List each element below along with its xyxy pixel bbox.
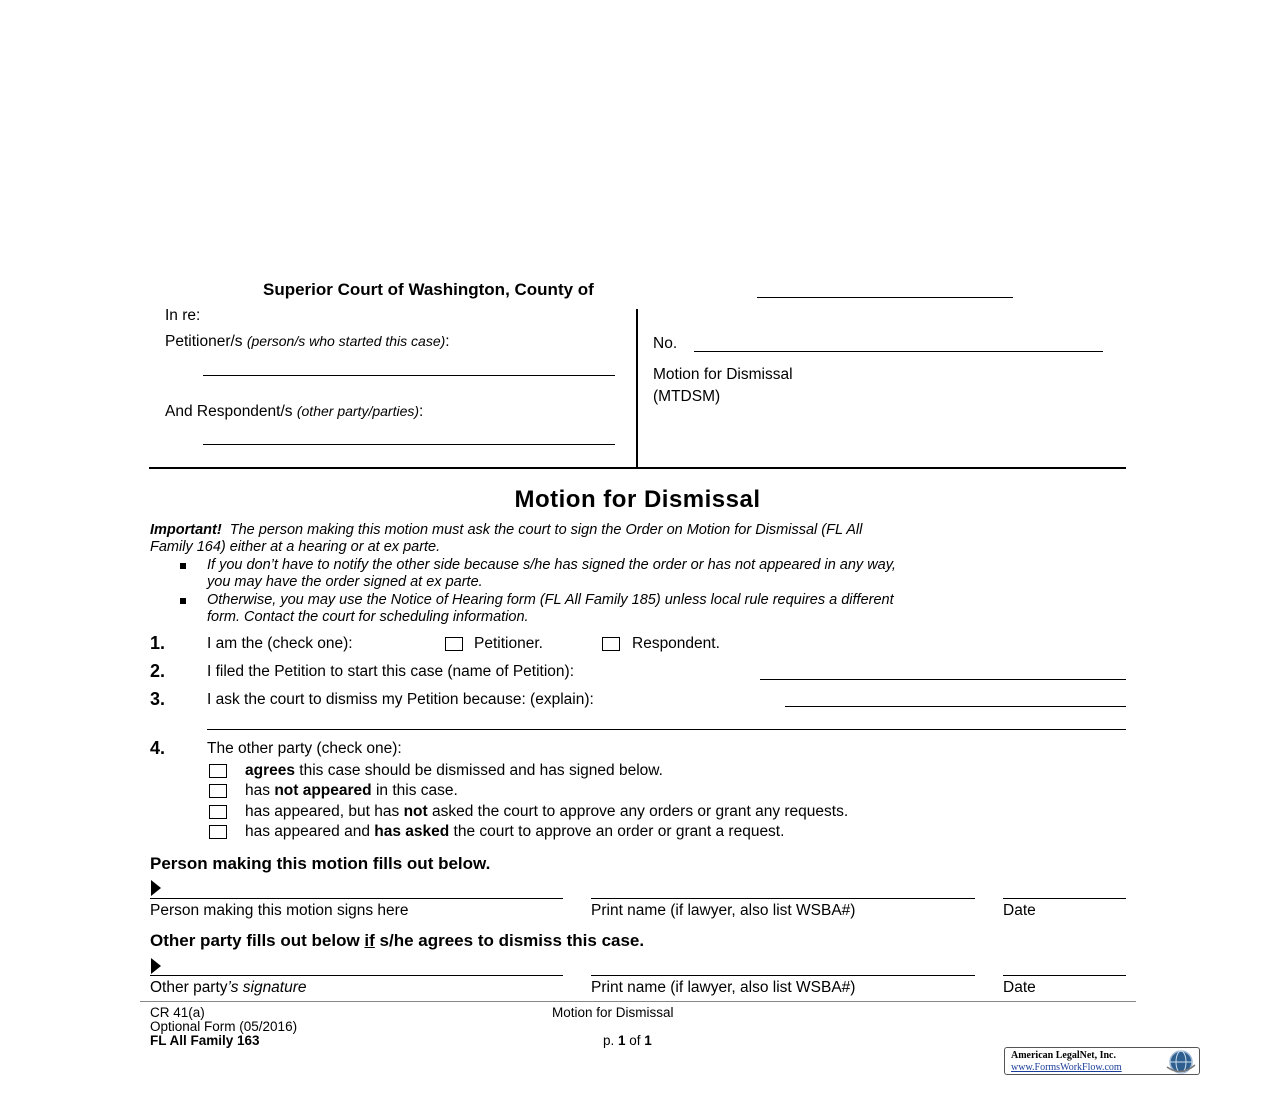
mover-date-field[interactable] (1003, 898, 1126, 899)
brand-url[interactable]: www.FormsWorkFlow.com (1011, 1062, 1122, 1073)
petitioner-label (165, 333, 450, 351)
important-text-line2: Family 164) either at a hearing or at ex parte. (150, 539, 441, 555)
important-line1 (150, 522, 862, 538)
court-header-label: Superior Court of Washington, County of (263, 280, 594, 299)
footer-optional-form: Optional Form (05/2016) (150, 1019, 298, 1034)
other-heading-if: if (364, 931, 375, 950)
important-label: Important! (150, 522, 222, 538)
respondent-label (165, 403, 423, 421)
option-appeared-asked-pre: has appeared and (245, 823, 375, 840)
option-agrees-rest: this case should be dismissed and has signed below. (294, 762, 663, 779)
mover-signature-field[interactable] (150, 898, 563, 899)
petitioner-colon: : (445, 333, 450, 350)
option-appeared-asked-rest: the court to approve an order or grant a request. (449, 823, 785, 840)
option-not-appeared-pre: has (245, 782, 275, 799)
item-2-text: I filed the Petition to start this case (name of Petition): (207, 663, 575, 680)
petitioner-option-label: Petitioner. (474, 635, 543, 652)
doc-title-line2: (MTDSM) (653, 388, 721, 405)
case-number-label: No. (653, 335, 678, 352)
mover-heading: Person making this motion fills out below. (150, 854, 491, 873)
other-sign-label-pre: Other party (150, 979, 228, 996)
page-pre: p. (603, 1033, 619, 1048)
option-agrees-label (245, 762, 663, 780)
footer-rule-ref: CR 41(a) (150, 1005, 205, 1020)
other-heading-pre: Other party fills out below (150, 931, 365, 950)
respondent-checkbox[interactable] (602, 637, 620, 651)
other-print-name-label: Print name (if lawyer, also list WSBA#) (591, 979, 856, 996)
bullet-1-line1: If you don’t have to notify the other side because s/he has signed the order or has not appeared in any way, (207, 557, 896, 573)
option-appeared-not-asked-rest: asked the court to approve any orders or grant any requests. (427, 803, 849, 820)
other-sign-label (150, 979, 307, 997)
option-not-appeared-bold: not appeared (274, 782, 372, 799)
footer-center-title: Motion for Dismissal (552, 1005, 674, 1020)
sign-here-arrow-icon (151, 880, 161, 896)
respondent-label-text: And Respondent/s (165, 403, 293, 420)
county-field[interactable] (757, 297, 1013, 298)
footer-rule (140, 1001, 1136, 1002)
other-heading-post: s/he agrees to dismiss this case. (374, 931, 645, 950)
bullet-2-line1: Otherwise, you may use the Notice of Hearing form (FL All Family 185) unless local rule requires a different (207, 592, 894, 608)
sign-here-arrow-icon (151, 958, 161, 974)
mover-sign-label: Person making this motion signs here (150, 902, 409, 919)
mover-print-name-label: Print name (if lawyer, also list WSBA#) (591, 902, 856, 919)
page-of: of (625, 1033, 645, 1048)
case-number-field[interactable] (694, 351, 1103, 352)
agrees-checkbox[interactable] (209, 764, 227, 778)
caption-vertical-divider (636, 309, 638, 469)
item-1-text: I am the (check one): (207, 635, 353, 652)
not-appeared-checkbox[interactable] (209, 784, 227, 798)
dismiss-reason-field[interactable] (785, 706, 1126, 707)
footer-form-id: FL All Family 163 (150, 1033, 260, 1048)
item-1-number: 1. (150, 633, 166, 653)
important-text-line1: The person making this motion must ask the court to sign the Order on Motion for Dismissal (FL All (229, 522, 863, 538)
petitioner-checkbox[interactable] (445, 637, 463, 651)
respondent-note: (other party/parties) (296, 403, 420, 419)
option-appeared-asked-label (245, 823, 784, 841)
brand-globe-icon (1163, 1049, 1199, 1075)
petitioner-label-text: Petitioner/s (165, 333, 243, 350)
mover-print-name-field[interactable] (591, 898, 975, 899)
item-4-text: The other party (check one): (207, 740, 402, 757)
option-not-appeared-label (245, 782, 458, 800)
bullet-icon (180, 598, 186, 604)
respondent-name-field[interactable] (203, 444, 615, 445)
court-header (263, 280, 594, 300)
option-agrees-bold: agrees (245, 762, 295, 779)
other-signature-field[interactable] (150, 975, 563, 976)
petitioner-note: (person/s who started this case) (246, 333, 446, 349)
caption-bottom-rule (149, 467, 1126, 469)
appeared-not-asked-checkbox[interactable] (209, 805, 227, 819)
petitioner-name-field[interactable] (203, 375, 615, 376)
option-appeared-not-asked-pre: has appeared, but has (245, 803, 404, 820)
other-date-field[interactable] (1003, 975, 1126, 976)
item-3-text: I ask the court to dismiss my Petition because: (explain): (207, 691, 594, 708)
page-num: 1 (618, 1033, 626, 1048)
brand-badge[interactable] (1004, 1047, 1200, 1075)
mover-date-label: Date (1003, 902, 1036, 919)
dismiss-reason-field-line2[interactable] (207, 729, 1126, 730)
respondent-option-label: Respondent. (632, 635, 720, 652)
item-4-number: 4. (150, 738, 166, 758)
bullet-1-line2: you may have the order signed at ex parte. (207, 574, 483, 590)
footer-page-number (603, 1033, 652, 1048)
option-appeared-not-asked-bold: not (403, 803, 428, 820)
doc-title-line1: Motion for Dismissal (653, 366, 793, 383)
brand-name: American LegalNet, Inc. (1011, 1050, 1116, 1061)
item-2-number: 2. (150, 661, 166, 681)
page-total: 1 (644, 1033, 652, 1048)
bullet-2-line2: form. Contact the court for scheduling information. (207, 609, 529, 625)
page-title: Motion for Dismissal (514, 486, 761, 513)
other-sign-label-ital: ’s signature (227, 979, 307, 996)
respondent-colon: : (419, 403, 424, 420)
other-date-label: Date (1003, 979, 1036, 996)
appeared-asked-checkbox[interactable] (209, 825, 227, 839)
item-3-number: 3. (150, 689, 166, 709)
other-print-name-field[interactable] (591, 975, 975, 976)
bullet-icon (180, 563, 186, 569)
petition-name-field[interactable] (760, 679, 1126, 680)
option-not-appeared-rest: in this case. (371, 782, 458, 799)
option-appeared-not-asked-label (245, 803, 848, 821)
option-appeared-asked-bold: has asked (374, 823, 450, 840)
in-re-label: In re: (165, 307, 201, 324)
other-party-heading (150, 931, 644, 951)
